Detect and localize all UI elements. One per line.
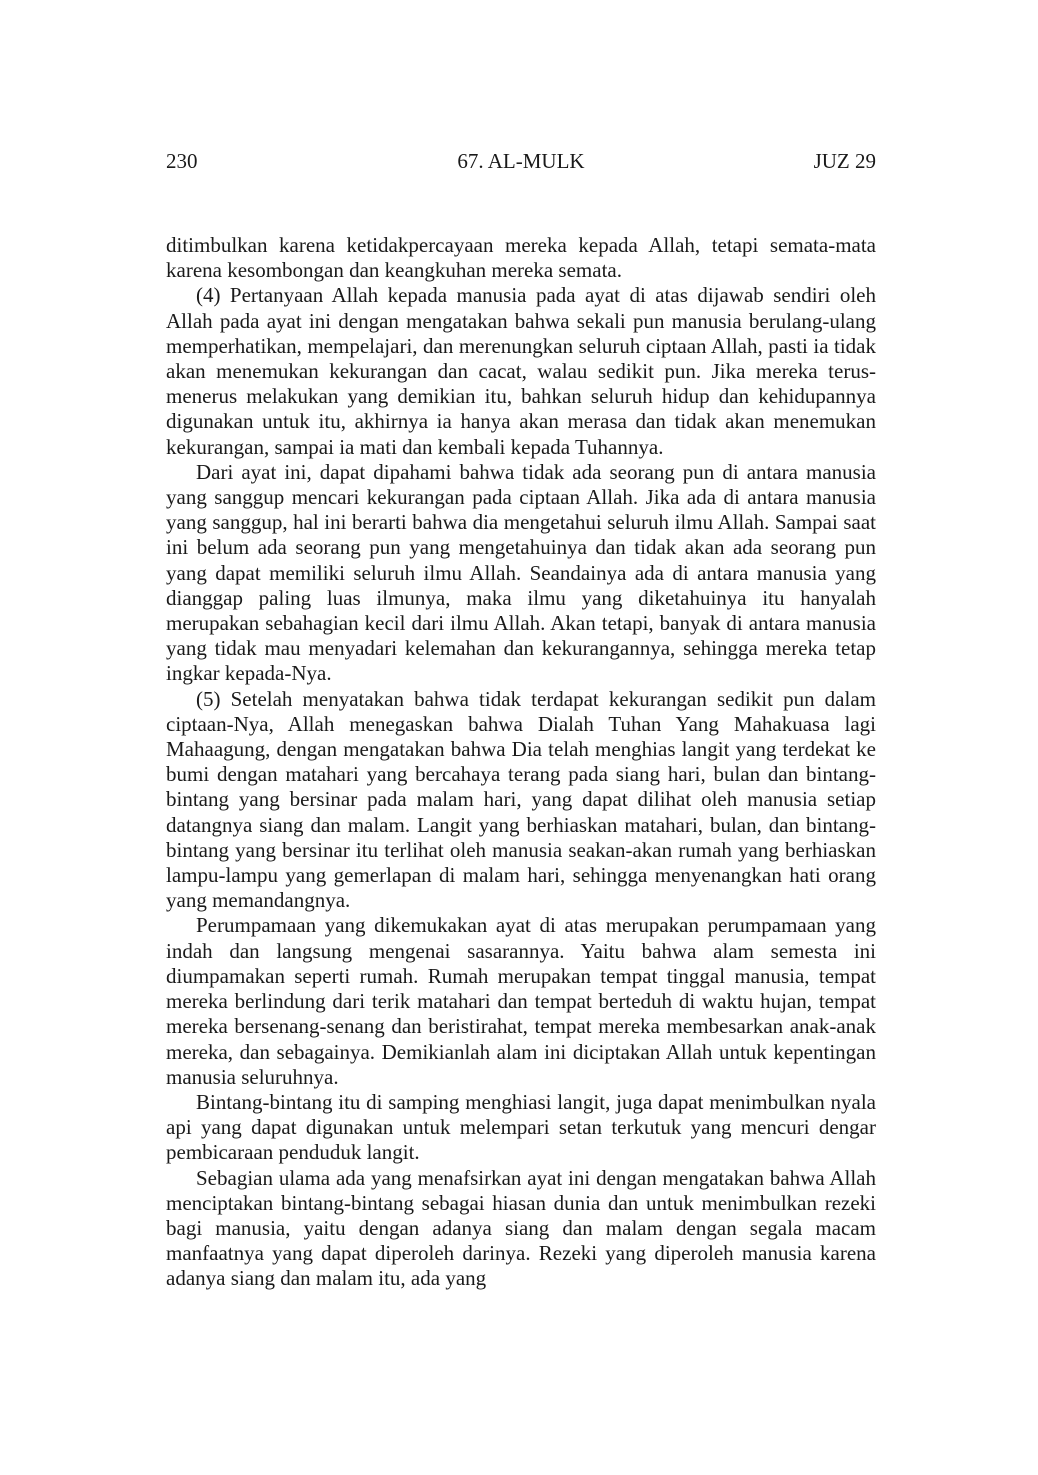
paragraph-verse-5: (5) Setelah menyatakan bahwa tidak terdapat kekurangan sedikit pun dalam ciptaan-Nya, Allah menegaskan bahwa Dialah Tuhan Yang Mahakuasa lagi Mahaagung, dengan mengatakan bahwa Dia telah menghias langit yang terdekat ke bumi dengan matahari yang bercahaya terang pada siang hari, bulan dan bintang-bintang yang bersinar pada malam hari, yang dapat dilihat oleh manusia setiap datangnya siang dan malam. Langit yang berhiaskan matahari, bulan, dan bintang-bintang yang bersinar itu terlihat oleh manusia seakan-akan rumah yang berhiaskan lampu-lampu yang gemerlapan di malam hari, sehingga menyenangkan hati orang yang memandangnya.: [166, 686, 876, 913]
page-header: [166, 146, 876, 176]
paragraph: Bintang-bintang itu di samping menghiasi langit, juga dapat menimbulkan nyala api yang dapat digunakan untuk melempari setan terkutuk yang mencuri dengar pembicaraan penduduk langit.: [166, 1089, 876, 1165]
paragraph: Sebagian ulama ada yang menafsirkan ayat ini dengan mengatakan bahwa Allah menciptakan bintang-bintang sebagai hiasan dunia dan untuk menimbulkan rezeki bagi manusia, yaitu dengan adanya siang dan malam dengan segala macam manfaatnya yang dapat diperoleh darinya. Rezeki yang diperoleh manusia karena adanya siang dan malam itu, ada yang: [166, 1165, 876, 1291]
paragraph-verse-4: (4) Pertanyaan Allah kepada manusia pada ayat di atas dijawab sendiri oleh Allah pada ayat ini dengan mengatakan bahwa sekali pun manusia berulang-ulang memperhatikan, mempelajari, dan merenungkan seluruh ciptaan Allah, pasti ia tidak akan menemukan kekurangan dan cacat, walau sedikit pun. Jika mereka terus-menerus melakukan yang demikian itu, bahkan seluruh hidup dan kehidupannya digunakan untuk itu, akhirnya ia hanya akan merasa dan tidak akan menemukan kekurangan, sampai ia mati dan kembali kepada Tuhannya.: [166, 283, 876, 459]
body-text: [166, 233, 876, 1292]
paragraph: Dari ayat ini, dapat dipahami bahwa tidak ada seorang pun di antara manusia yang sanggup mencari kekurangan pada ciptaan Allah. Jika ada di antara manusia yang sanggup, hal ini berarti bahwa dia mengetahui seluruh ilmu Allah. Sampai saat ini belum ada seorang pun yang mengetahuinya dan tidak akan ada seorang pun yang dapat memiliki seluruh ilmu Allah. Seandainya ada di antara manusia yang dianggap paling luas ilmunya, maka ilmu yang diketahuinya itu hanyalah merupakan sebahagian kecil dari ilmu Allah. Akan tetapi, banyak di antara manusia yang tidak mau menyadari kelemahan dan kekurangannya, sehingga mereka tetap ingkar kepada-Nya.: [166, 459, 876, 686]
running-title: 67. AL-MULK: [457, 149, 585, 173]
juz-label: JUZ 29: [813, 149, 876, 173]
paragraph: Perumpamaan yang dikemukakan ayat di atas merupakan perumpamaan yang indah dan langsung mengenai sasarannya. Yaitu bahwa alam semesta ini diumpamakan seperti rumah. Rumah merupakan tempat tinggal manusia, tempat mereka berlindung dari terik matahari dan tempat berteduh di waktu hujan, tempat mereka bersenang-senang dan beristirahat, tempat mereka membesarkan anak-anak mereka, dan sebagainya. Demikianlah alam ini diciptakan Allah untuk kepentingan manusia seluruhnya.: [166, 913, 876, 1089]
page-number: 230: [166, 149, 198, 173]
paragraph-continuation: ditimbulkan karena ketidakpercayaan mereka kepada Allah, tetapi semata-mata karena kesombongan dan keangkuhan mereka semata.: [166, 233, 876, 283]
